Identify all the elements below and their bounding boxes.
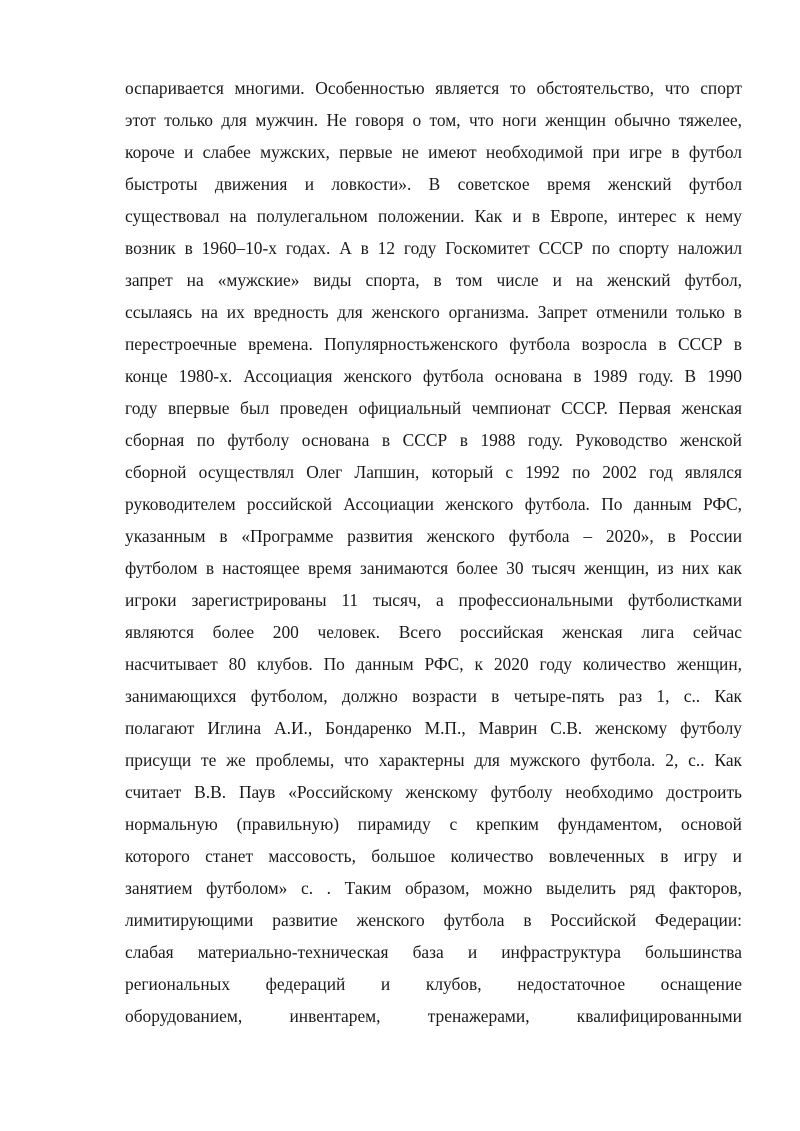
text-line: ссылаясь на их вредность для женского организма. Запрет отменили только в: [125, 302, 742, 322]
text-line: нормальную (правильную) пирамиду с крепким фундаментом, основой: [125, 814, 742, 834]
text-line: занимающихся футболом, должно возрасти в четыре-пять раз 1, с.. Как: [125, 686, 742, 706]
text-line: которого станет массовость, большое количество вовлеченных в игру и: [125, 846, 742, 866]
text-line: региональных федераций и клубов, недостаточное оснащение: [125, 974, 742, 994]
text-line: оборудованием, инвентарем, тренажерами, квалифицированными: [125, 1006, 742, 1026]
text-line: игроки зарегистрированы 11 тысяч, а профессиональными футболистками: [125, 590, 742, 610]
text-line: возник в 1960–10-х годах. А в 12 году Госкомитет СССР по спорту наложил: [125, 238, 742, 258]
text-line: оспаривается многими. Особенностью является то обстоятельство, что спорт: [125, 78, 742, 98]
text-line: полагают Иглина А.И., Бондаренко М.П., Маврин С.В. женскому футболу: [125, 718, 742, 738]
text-line: перестроечные времена. Популярностьженского футбола возросла в СССР в: [125, 334, 742, 354]
text-line: году впервые был проведен официальный чемпионат СССР. Первая женская: [125, 398, 742, 418]
text-line: занятием футболом» с. . Таким образом, можно выделить ряд факторов,: [125, 878, 742, 898]
text-line: сборная по футболу основана в СССР в 1988 году. Руководство женской: [125, 430, 742, 450]
text-line: указанным в «Программе развития женского футбола – 2020», в России: [125, 526, 742, 546]
text-line: этот только для мужчин. Не говоря о том, что ноги женщин обычно тяжелее,: [125, 110, 742, 130]
text-line: быстроты движения и ловкости». В советское время женский футбол: [125, 174, 742, 194]
text-line: являются более 200 человек. Всего российская женская лига сейчас: [125, 622, 742, 642]
text-line: присущи те же проблемы, что характерны для мужского футбола. 2, с.. Как: [125, 750, 742, 770]
body-text: [125, 72, 742, 1032]
text-line: короче и слабее мужских, первые не имеют необходимой при игре в футбол: [125, 142, 742, 162]
text-line: считает В.В. Паув «Российскому женскому футболу необходимо достроить: [125, 782, 742, 802]
text-line: слабая материально-техническая база и инфраструктура большинства: [125, 942, 742, 962]
text-line: насчитывает 80 клубов. По данным РФС, к 2020 году количество женщин,: [125, 654, 742, 674]
text-line: конце 1980-х. Ассоциация женского футбола основана в 1989 году. В 1990: [125, 366, 742, 386]
text-line: сборной осуществлял Олег Лапшин, который с 1992 по 2002 год являлся: [125, 462, 742, 482]
text-line: существовал на полулегальном положении. Как и в Европе, интерес к нему: [125, 206, 742, 226]
text-line: футболом в настоящее время занимаются более 30 тысяч женщин, из них как: [125, 558, 742, 578]
text-line: запрет на «мужские» виды спорта, в том числе и на женский футбол,: [125, 270, 742, 290]
text-line: руководителем российской Ассоциации женского футбола. По данным РФС,: [125, 494, 742, 514]
text-line: лимитирующими развитие женского футбола в Российской Федерации:: [125, 910, 742, 930]
